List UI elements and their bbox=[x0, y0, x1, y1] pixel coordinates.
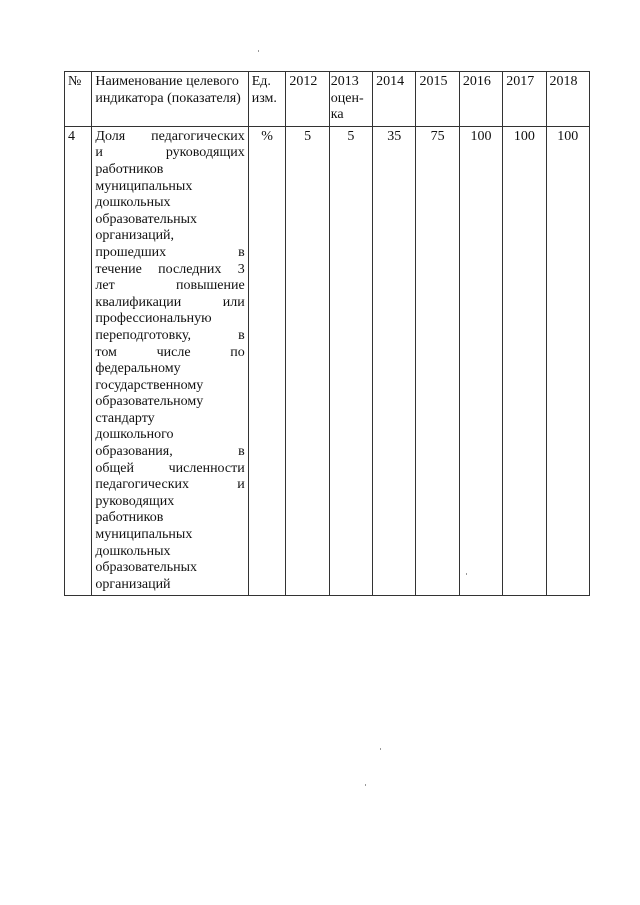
indicator-name-line: организаций bbox=[95, 576, 171, 592]
indicator-name-line: образовательных bbox=[95, 560, 198, 576]
indicator-name-line: работников bbox=[95, 161, 164, 177]
scan-speck bbox=[258, 50, 259, 52]
row-unit: % bbox=[248, 126, 286, 596]
indicator-name-line: квалификации или bbox=[95, 294, 245, 310]
value-2018: 100 bbox=[546, 126, 589, 596]
indicator-name-line: педагогических и bbox=[95, 477, 245, 493]
indicator-name-line: Доля педагогических bbox=[95, 128, 245, 144]
indicator-name-line: переподготовку, в bbox=[95, 327, 245, 343]
indicator-name-line: образования, в bbox=[95, 444, 245, 460]
indicator-name-line: образовательных bbox=[95, 211, 198, 227]
indicator-name-line: муниципальных bbox=[95, 178, 193, 194]
header-year-2017: 2017 bbox=[503, 72, 546, 127]
indicator-name-line: муниципальных bbox=[95, 527, 193, 543]
indicator-name-line: дошкольных bbox=[95, 543, 171, 559]
value-2013: 5 bbox=[329, 126, 372, 596]
header-year-2016: 2016 bbox=[459, 72, 502, 127]
indicator-name-line: дошкольного bbox=[95, 427, 174, 443]
header-no: № bbox=[65, 72, 92, 127]
scan-speck bbox=[365, 784, 366, 786]
indicator-name-line: государственному bbox=[95, 377, 204, 393]
indicator-name-line: работников bbox=[95, 510, 164, 526]
table-row bbox=[65, 126, 590, 596]
header-year-2014: 2014 bbox=[373, 72, 416, 127]
header-unit: Ед. изм. bbox=[248, 72, 286, 127]
value-2012: 5 bbox=[286, 126, 329, 596]
indicator-name-line: общей численности bbox=[95, 460, 245, 476]
table-header-row bbox=[65, 72, 590, 127]
value-2014: 35 bbox=[373, 126, 416, 596]
indicator-name-line: образовательному bbox=[95, 394, 204, 410]
value-2017: 100 bbox=[503, 126, 546, 596]
scan-speck bbox=[466, 573, 467, 575]
value-2015: 75 bbox=[416, 126, 459, 596]
scan-speck bbox=[380, 748, 381, 750]
header-year-2018: 2018 bbox=[546, 72, 589, 127]
indicators-table bbox=[64, 71, 590, 596]
indicator-name-line: профессиональную bbox=[95, 311, 212, 327]
indicator-name-line: том числе по bbox=[95, 344, 245, 360]
header-year-2015: 2015 bbox=[416, 72, 459, 127]
indicator-name-line: организаций, bbox=[95, 228, 175, 244]
indicator-name-line: и руководящих bbox=[95, 145, 245, 161]
indicator-name-line: федеральному bbox=[95, 361, 181, 377]
indicator-name-line: руководящих bbox=[95, 493, 175, 509]
row-indicator-name bbox=[92, 126, 248, 596]
value-2016: 100 bbox=[459, 126, 502, 596]
indicator-name-line: стандарту bbox=[95, 410, 155, 426]
indicator-name-line: дошкольных bbox=[95, 195, 171, 211]
header-year-2013: 2013 оцен-ка bbox=[329, 72, 372, 127]
row-no: 4 bbox=[65, 126, 92, 596]
indicator-name-line: течение последних 3 bbox=[95, 261, 245, 277]
header-year-2012: 2012 bbox=[286, 72, 329, 127]
indicator-name-line: лет повышение bbox=[95, 278, 245, 294]
header-name: Наименование целевого индикатора (показателя) bbox=[92, 72, 248, 127]
indicator-name-line: прошедших в bbox=[95, 244, 245, 260]
